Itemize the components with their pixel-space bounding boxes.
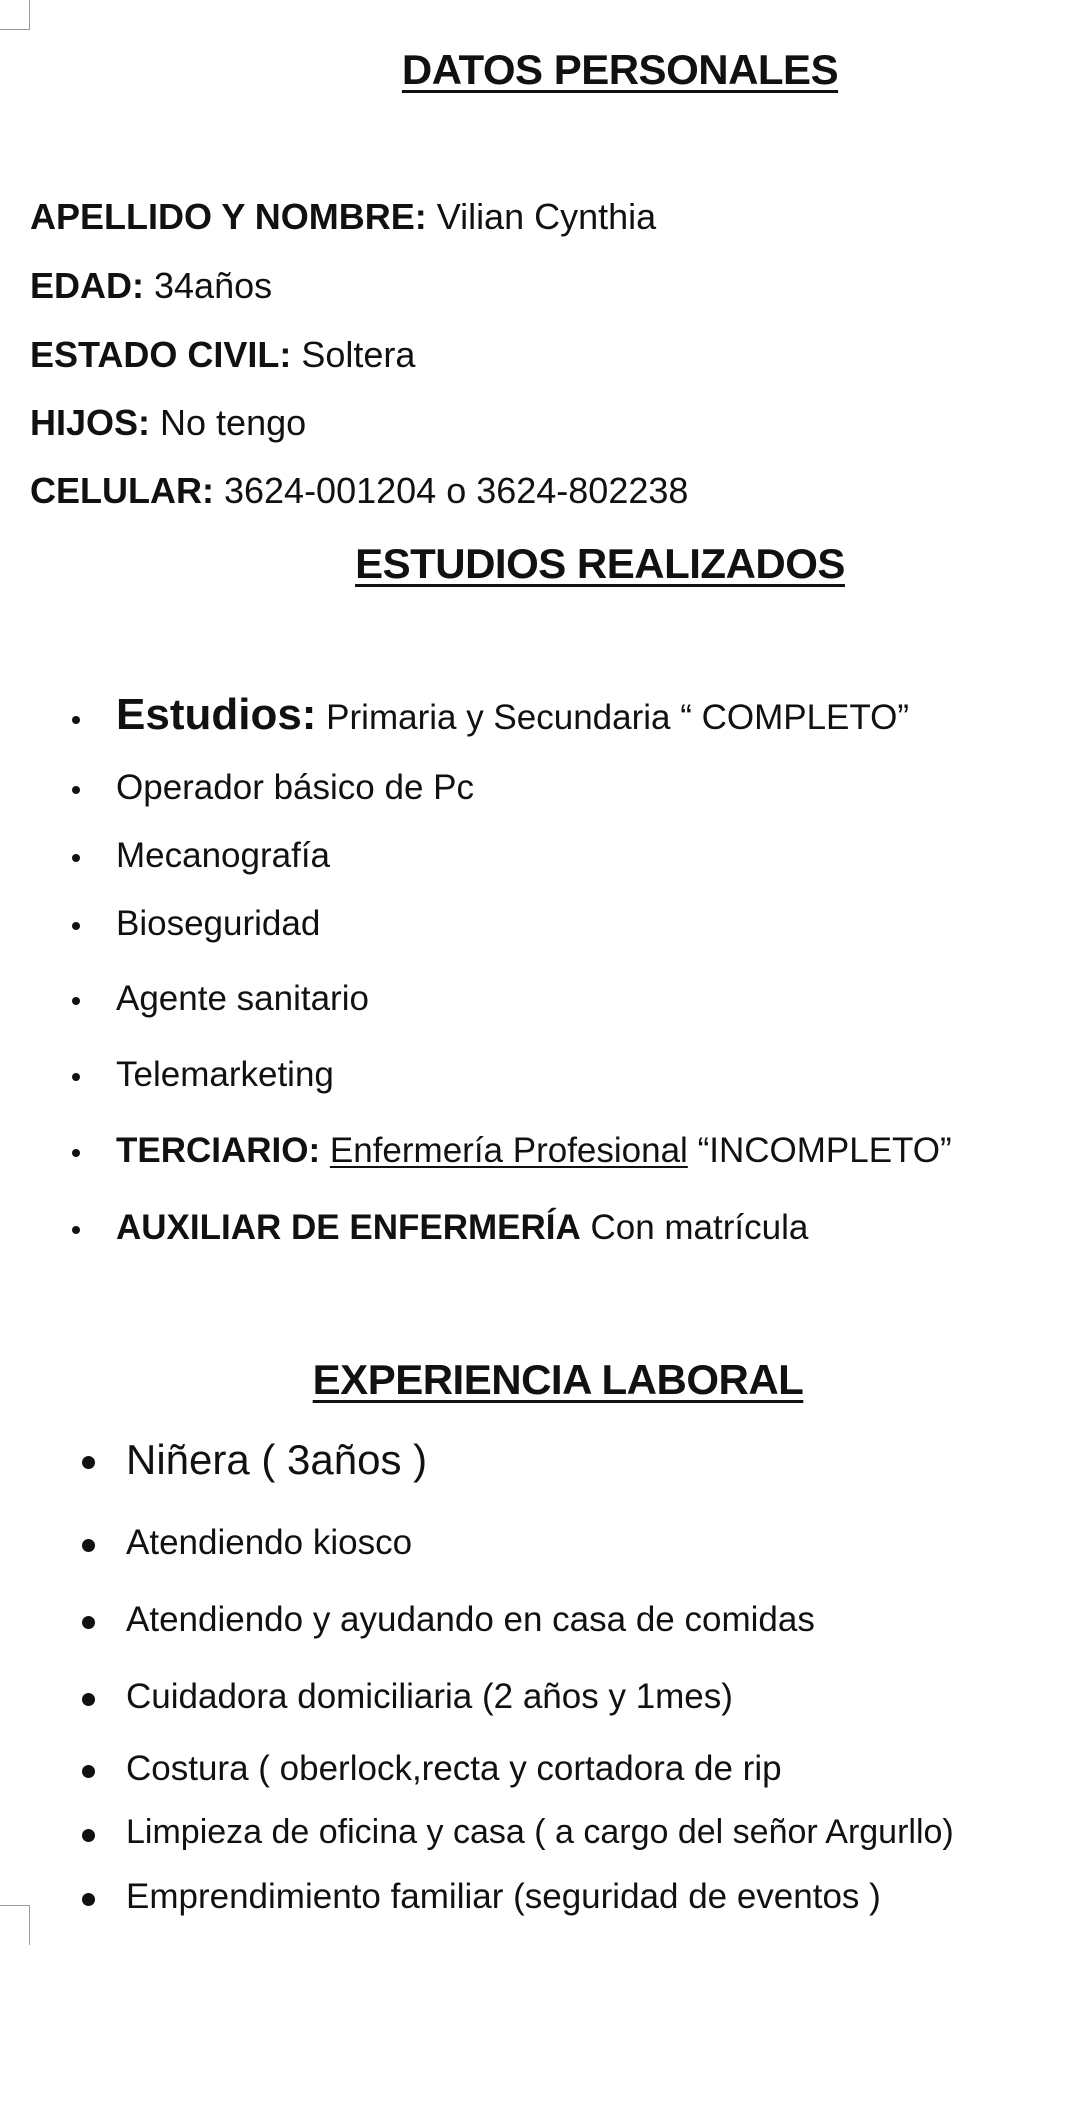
list-item-text: Limpieza de oficina y casa ( a cargo del señor Argurllo): [126, 1813, 954, 1851]
list-item-text: Atendiendo y ayudando en casa de comidas: [126, 1600, 815, 1639]
list-item-experiencia: [126, 1877, 881, 1917]
bullet-icon: [72, 997, 80, 1005]
terciario-estado: “INCOMPLETO”: [687, 1131, 952, 1170]
list-item-text: Atendiendo kiosco: [126, 1523, 413, 1562]
estudios-label: Estudios:: [116, 690, 317, 739]
list-item-text: Costura ( oberlock,recta y cortadora de rip: [126, 1749, 782, 1788]
bullet-icon: [72, 854, 80, 862]
heading-estudios-realizados: ESTUDIOS REALIZADOS: [355, 540, 845, 587]
bullet-icon: [72, 1226, 80, 1234]
estudios-value: Primaria y Secundaria “ COMPLETO”: [316, 698, 910, 737]
field-edad: [30, 265, 272, 307]
bullet-icon: [72, 922, 80, 930]
list-item-terciario: [116, 1131, 952, 1171]
list-item-telemarketing: [116, 1055, 334, 1095]
bullet-icon: [82, 1693, 95, 1706]
list-item-experiencia: [126, 1813, 954, 1852]
list-item-text: Mecanografía: [116, 836, 331, 875]
terciario-label: TERCIARIO:: [116, 1131, 321, 1170]
field-estado-civil: [30, 334, 415, 376]
list-item-text: Emprendimiento familiar (seguridad de eventos ): [126, 1877, 881, 1916]
list-item-mecanografia: [116, 836, 330, 876]
field-hijos-label: HIJOS:: [30, 402, 151, 443]
field-edad-value: 34años: [144, 265, 273, 306]
bullet-icon: [82, 1456, 95, 1469]
field-nombre-value: Vilian Cynthia: [426, 196, 657, 237]
heading-datos-personales: DATOS PERSONALES: [401, 46, 839, 93]
field-hijos-value: No tengo: [150, 402, 307, 443]
list-item-bioseguridad: [116, 904, 320, 944]
list-item-text: Cuidadora domiciliaria (2 años y 1mes): [126, 1677, 733, 1716]
list-item-experiencia: [126, 1677, 733, 1717]
bullet-icon: [82, 1893, 95, 1906]
field-nombre-label: APELLIDO Y NOMBRE:: [30, 196, 427, 237]
field-celular-label: CELULAR:: [30, 470, 214, 511]
page-corner-mark-bottom: [0, 1905, 30, 1945]
bullet-icon: [82, 1829, 95, 1842]
list-item-text: Niñera ( 3años ): [126, 1436, 428, 1483]
list-item-experiencia: [126, 1600, 815, 1640]
bullet-icon: [82, 1539, 95, 1552]
field-celular: [30, 470, 688, 512]
field-hijos: [30, 402, 306, 444]
list-item-operador-pc: [116, 768, 474, 808]
bullet-icon: [72, 1073, 80, 1081]
bullet-icon: [82, 1616, 95, 1629]
auxiliar-value: Con matrícula: [580, 1208, 809, 1247]
bullet-icon: [72, 1149, 80, 1157]
list-item-experiencia: [126, 1523, 412, 1563]
list-item-text: Telemarketing: [116, 1055, 334, 1094]
auxiliar-label: AUXILIAR DE ENFERMERÍA: [116, 1208, 581, 1247]
list-item-text: Bioseguridad: [116, 904, 321, 943]
list-item-agente-sanitario: [116, 979, 369, 1019]
list-item-experiencia: [126, 1436, 427, 1484]
terciario-carrera: Enfermería Profesional: [329, 1131, 688, 1170]
page-corner-mark-top: [0, 0, 30, 30]
field-edad-label: EDAD:: [30, 265, 144, 306]
field-estado-civil-label: ESTADO CIVIL:: [30, 334, 292, 375]
bullet-icon: [82, 1765, 95, 1778]
field-celular-value: 3624-001204 o 3624-802238: [213, 470, 689, 511]
list-item-auxiliar-enfermeria: [116, 1208, 808, 1248]
field-nombre: [30, 196, 656, 238]
list-item-text: Operador básico de Pc: [116, 768, 474, 807]
bullet-icon: [72, 786, 80, 794]
list-item-text: Agente sanitario: [116, 979, 369, 1018]
list-item-experiencia: [126, 1749, 782, 1789]
bullet-icon: [72, 716, 80, 724]
list-item-estudios: [116, 690, 909, 740]
field-estado-civil-value: Soltera: [291, 334, 416, 375]
heading-experiencia-laboral: EXPERIENCIA LABORAL: [312, 1356, 804, 1403]
